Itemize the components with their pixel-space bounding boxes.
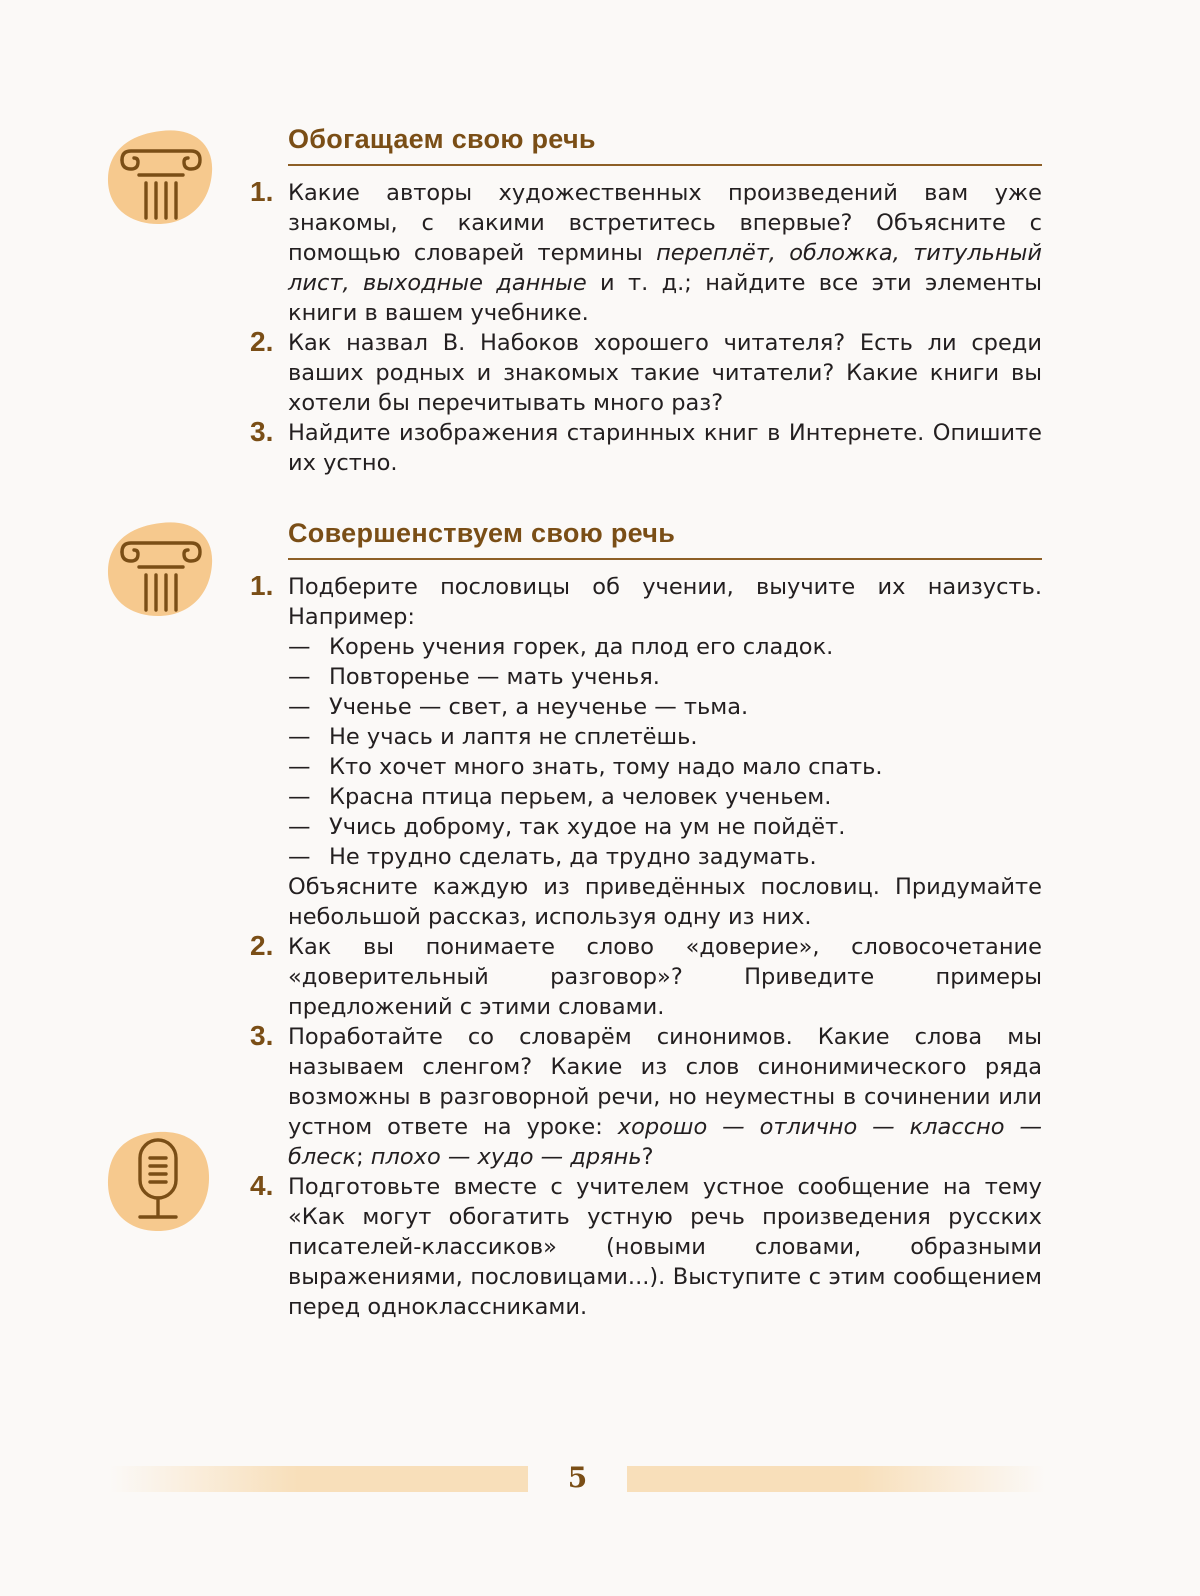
task-list — [250, 572, 1042, 1322]
task-item — [250, 178, 1042, 328]
task-text: Объясните каждую из приведённых пословиц. Придумайте небольшой рассказ, используя одну из них. — [288, 874, 1042, 930]
dash: — — [288, 664, 311, 690]
dash: — — [288, 724, 311, 750]
task-text: Найдите изображения старинных книг в Интернете. Опишите их устно. — [288, 420, 1042, 476]
task-text-part: Какие авторы художественных произведений вам уже знакомы, с какими встретитесь впервые? Объясните с помощью словарей термины — [288, 180, 1042, 266]
proverb-text: Ученье — свет, а неученье — тьма. — [329, 694, 749, 720]
page-number: 5 — [567, 1461, 588, 1494]
dash: — — [288, 784, 311, 810]
proverb-item — [288, 632, 1042, 662]
title-divider — [288, 558, 1042, 560]
icon-blob — [108, 130, 212, 224]
title-divider — [288, 164, 1042, 166]
footer-bar-right — [627, 1466, 1045, 1492]
question-mark: ? — [641, 1144, 654, 1170]
proverb-text: Повторенье — мать ученья. — [329, 664, 660, 690]
proverb-text: Кто хочет много знать, тому надо мало спать. — [329, 754, 883, 780]
dash: — — [288, 844, 311, 870]
proverb-item — [288, 692, 1042, 722]
task-text — [288, 178, 1042, 328]
dash: — — [288, 814, 311, 840]
task-text — [288, 1022, 1042, 1172]
proverb-item — [288, 812, 1042, 842]
task-item — [250, 1022, 1042, 1172]
task-number: 4. — [250, 1170, 274, 1201]
task-item — [250, 328, 1042, 418]
task-item — [250, 572, 1042, 932]
separator: ; — [356, 1144, 371, 1170]
proverb-item — [288, 842, 1042, 872]
proverb-item — [288, 722, 1042, 752]
greek-column-icon — [106, 520, 216, 620]
dash: — — [288, 754, 311, 780]
dash: — — [288, 634, 311, 660]
italic-words: хорошо — отлично — классно — блеск — [288, 1114, 1042, 1170]
task-list — [250, 178, 1042, 478]
task-text: Подберите пословицы об учении, выучите их наизусть. Например: — [288, 574, 1042, 630]
italic-terms: переплёт, обложка, титульный лист, выходные данные — [288, 240, 1042, 296]
footer-bar-left — [110, 1466, 528, 1492]
proverb-text: Не трудно сделать, да трудно задумать. — [329, 844, 817, 870]
task-number: 1. — [250, 176, 274, 207]
proverb-item — [288, 662, 1042, 692]
task-item — [250, 418, 1042, 478]
task-text-part: и т. д.; найдите все эти элементы книги в вашем учебнике. — [288, 270, 1042, 326]
proverb-item — [288, 782, 1042, 812]
task-number: 3. — [250, 416, 274, 447]
section-title: Совершенствуем свою речь — [288, 518, 676, 548]
task-number: 2. — [250, 326, 274, 357]
microphone-icon — [106, 1130, 216, 1230]
task-item — [250, 932, 1042, 1022]
task-text-part: Поработайте со словарём синонимов. Какие слова мы называем сленгом? Какие из слов синонимического ряда возможны в разговорной речи, но неуместны в сочинении или устном ответе на уроке: — [288, 1024, 1042, 1140]
task-number: 2. — [250, 930, 274, 961]
greek-column-icon — [106, 128, 216, 228]
task-number: 1. — [250, 570, 274, 601]
task-text: Как назвал В. Набоков хорошего читателя? Есть ли среди ваших родных и знакомых такие читатели? Какие книги вы хотели бы перечитывать много раз? — [288, 330, 1042, 416]
proverb-text: Красна птица перьем, а человек ученьем. — [329, 784, 832, 810]
task-text: Подготовьте вместе с учителем устное сообщение на тему «Как могут обогатить устную речь произведения русских писателей-классиков» (новыми словами, образными выражениями, пословицами...). Выступите с этим сообщением перед одноклассниками. — [288, 1174, 1042, 1320]
section-title: Обогащаем свою речь — [288, 124, 596, 154]
proverb-text: Учись доброму, так худое на ум не пойдёт. — [329, 814, 846, 840]
italic-words: плохо — худо — дрянь — [370, 1144, 642, 1170]
proverb-text: Корень учения горек, да плод его сладок. — [329, 634, 834, 660]
proverb-text: Не учась и лаптя не сплетёшь. — [329, 724, 698, 750]
proverb-list — [288, 632, 1042, 872]
proverb-item — [288, 752, 1042, 782]
dash: — — [288, 694, 311, 720]
task-text: Как вы понимаете слово «доверие», словосочетание «доверительный разговор»? Приведите примеры предложений с этими словами. — [288, 934, 1042, 1020]
icon-blob — [108, 522, 212, 616]
task-item — [250, 1172, 1042, 1322]
task-number: 3. — [250, 1020, 274, 1051]
